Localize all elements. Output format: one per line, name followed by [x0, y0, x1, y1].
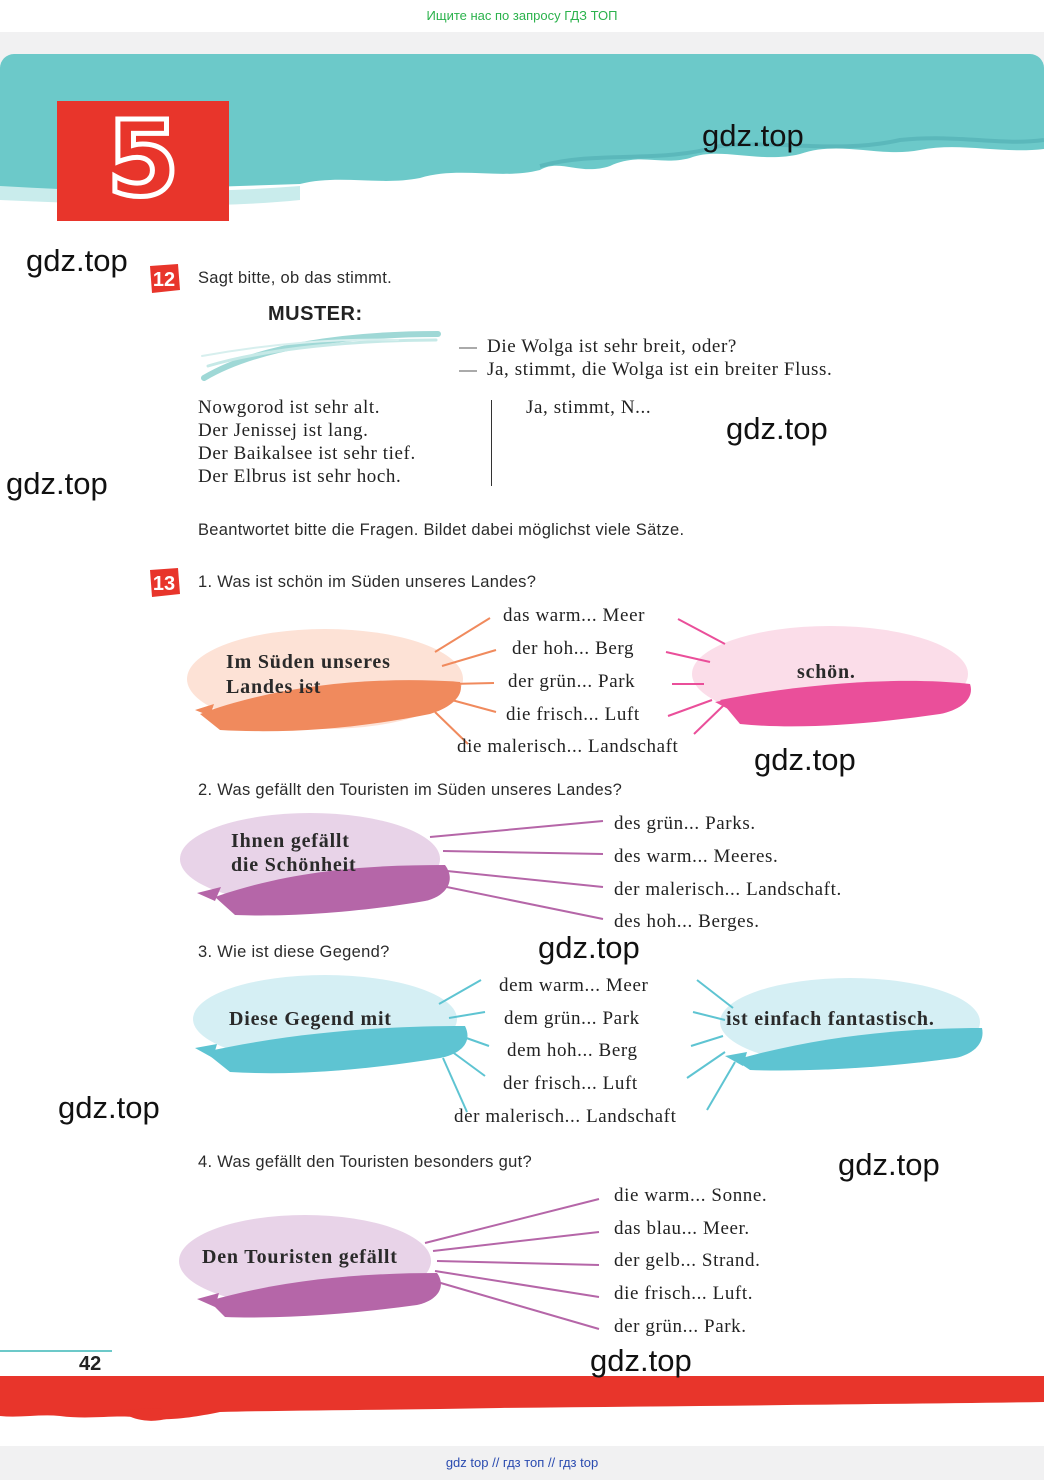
watermark: gdz.top — [702, 118, 804, 153]
q1-option-3: der grün... Park — [508, 671, 636, 692]
q2-option-1: des grün... Parks. — [614, 813, 756, 834]
exercise-13-instruction: Beantwortet bitte die Fragen. Bildet dabei möglichst viele Sätze. — [198, 521, 685, 539]
svg-text:13: 13 — [152, 573, 176, 595]
watermark: gdz.top — [590, 1343, 692, 1378]
dialog-dash-1 — [459, 347, 477, 349]
statement-2: Der Jenissej ist lang. — [198, 420, 369, 441]
chapter-badge — [57, 98, 229, 221]
q4-option-5: der grün... Park. — [614, 1316, 747, 1337]
q2-left-line-2: die Schönheit — [231, 854, 357, 876]
page-number-rule — [0, 1350, 112, 1352]
question-3: 3. Wie ist diese Gegend? — [198, 943, 390, 961]
q4-option-1: die warm... Sonne. — [614, 1185, 768, 1206]
search-hint-link[interactable]: Ищите нас по запросу ГДЗ ТОП — [426, 8, 618, 23]
footer-link-1[interactable]: gdz top — [445, 1455, 489, 1470]
q2-option-4: des hoh... Berges. — [614, 911, 760, 932]
top-banner — [0, 0, 1044, 32]
dialog-dash-2 — [459, 370, 477, 372]
statement-3: Der Baikalsee ist sehr tief. — [198, 443, 416, 464]
page-number: 42 — [79, 1353, 102, 1375]
footer-link-2[interactable]: гдз топ — [502, 1455, 545, 1470]
muster-label: MUSTER: — [268, 303, 363, 325]
footer-sep: // — [544, 1455, 559, 1470]
textbook-page — [0, 54, 1044, 1446]
footer-link-3[interactable]: гдз top — [558, 1455, 599, 1470]
question-1: 1. Was ist schön im Süden unseres Landes? — [198, 573, 537, 591]
footer-sep: // — [488, 1455, 503, 1470]
divider-line — [491, 400, 492, 486]
svg-text:12: 12 — [152, 269, 176, 291]
q2-option-2: des warm... Meeres. — [614, 846, 779, 867]
watermark: gdz.top — [6, 466, 108, 501]
q4-option-2: das blau... Meer. — [614, 1218, 750, 1239]
q3-right: ist einfach fantastisch. — [726, 1008, 935, 1030]
footer-red-band — [0, 1372, 1044, 1446]
dialog-line-2: Ja, stimmt, die Wolga ist ein breiter Fluss. — [487, 359, 833, 380]
q1-left-line-1: Im Süden unseres — [226, 651, 391, 673]
question-2: 2. Was gefällt den Touristen im Süden unseres Landes? — [198, 781, 623, 799]
watermark: gdz.top — [726, 411, 828, 446]
watermark: gdz.top — [538, 930, 640, 965]
muster-brush-stroke — [198, 326, 443, 384]
q4-option-4: die frisch... Luft. — [614, 1283, 754, 1304]
statement-4: Der Elbrus ist sehr hoch. — [198, 466, 402, 487]
q2-option-3: der malerisch... Landschaft. — [614, 879, 842, 900]
q3-option-2: dem grün... Park — [504, 1008, 640, 1029]
watermark: gdz.top — [754, 742, 856, 777]
watermark: gdz.top — [26, 243, 128, 278]
watermark: gdz.top — [838, 1147, 940, 1182]
q1-option-5: die malerisch... Landschaft — [457, 736, 679, 757]
statement-1: Nowgorod ist sehr alt. — [198, 397, 381, 418]
q3-option-4: der frisch... Luft — [503, 1073, 638, 1094]
q1-right: schön. — [797, 661, 856, 683]
q3-option-3: dem hoh... Berg — [507, 1040, 638, 1061]
q3-left: Diese Gegend mit — [229, 1008, 392, 1030]
answer-stub: Ja, stimmt, N... — [526, 397, 652, 418]
q3-option-5: der malerisch... Landschaft — [454, 1106, 677, 1127]
question-4: 4. Was gefällt den Touristen besonders gut? — [198, 1153, 532, 1171]
exercise-13-badge-icon — [147, 566, 181, 598]
q4-left: Den Touristen gefällt — [202, 1246, 398, 1268]
exercise-12-instruction: Sagt bitte, ob das stimmt. — [198, 269, 392, 287]
q1-option-1: das warm... Meer — [503, 605, 646, 626]
chapter-number: 5 — [106, 98, 180, 220]
site-footer — [0, 1446, 1044, 1480]
q2-left-line-1: Ihnen gefällt — [231, 830, 350, 852]
watermark: gdz.top — [58, 1090, 160, 1125]
q3-option-1: dem warm... Meer — [499, 975, 649, 996]
q1-option-2: der hoh... Berg — [512, 638, 635, 659]
q4-option-3: der gelb... Strand. — [614, 1250, 761, 1271]
dialog-line-1: Die Wolga ist sehr breit, oder? — [487, 336, 737, 357]
q1-option-4: die frisch... Luft — [506, 704, 640, 725]
exercise-12-badge-icon — [147, 262, 181, 294]
q1-left-line-2: Landes ist — [226, 676, 322, 698]
